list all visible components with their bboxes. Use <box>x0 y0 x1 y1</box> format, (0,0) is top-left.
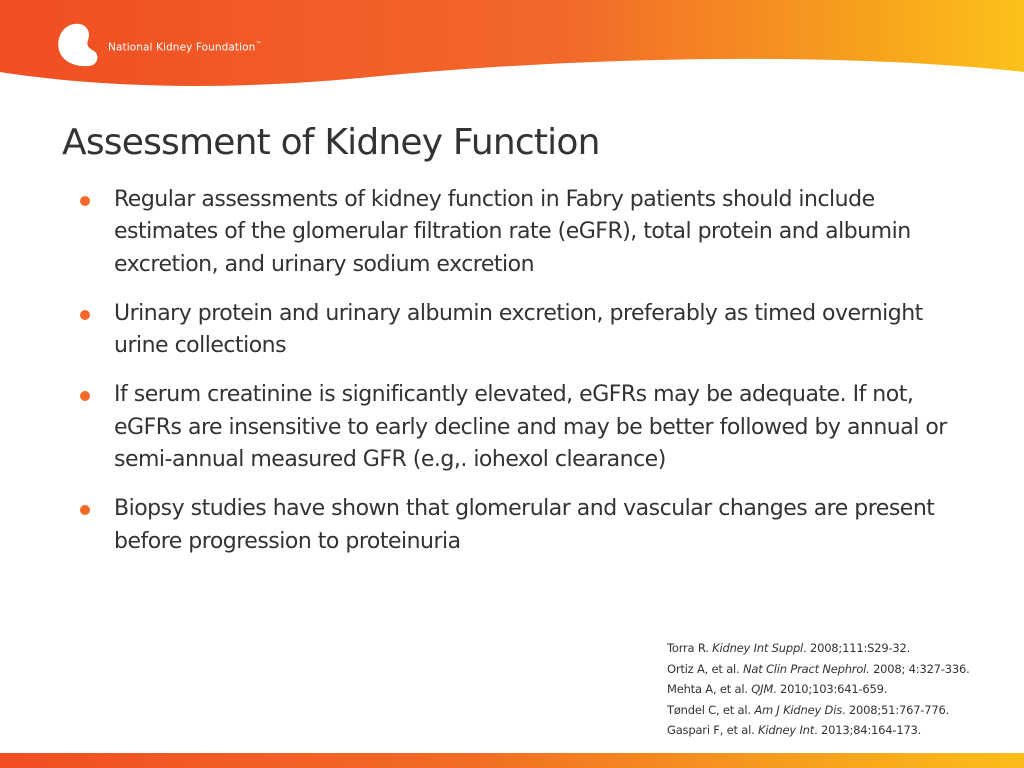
reference-item <box>667 720 970 741</box>
reference-journal: Kidney Int <box>758 723 815 737</box>
bullet-text: If serum creatinine is significantly elevated, eGFRs may be adequate. If not, eGFRs are insensitive to early decline and may be better followed by annual or semi-annual measured GFR (e.g,. iohexol clearance) <box>114 382 947 473</box>
bullet-item <box>76 493 976 558</box>
logo-name: National Kidney Foundation <box>108 41 256 54</box>
bullet-dot-icon <box>80 196 90 206</box>
reference-authors: Tøndel C, et al. <box>667 702 755 717</box>
reference-journal: Kidney Int Suppl <box>712 641 804 655</box>
bullet-text: Urinary protein and urinary albumin excretion, preferably as timed overnight urine collections <box>114 300 923 359</box>
reference-item <box>667 638 970 659</box>
footer-band <box>0 753 1024 768</box>
reference-authors: Ortiz A, et al. <box>667 661 743 676</box>
reference-item <box>667 700 970 721</box>
reference-journal: QJM <box>751 682 774 696</box>
bullet-item <box>76 298 976 363</box>
kidney-bean-icon <box>54 20 102 68</box>
reference-journal: Nat Clin Pract Nephrol. <box>742 661 870 676</box>
bullet-item <box>76 184 976 281</box>
logo-text <box>108 41 262 54</box>
reference-citation: . 2013;84:164-173. <box>814 723 922 737</box>
bullet-text: Biopsy studies have shown that glomerular and vascular changes are present before progression to proteinuria <box>114 496 935 554</box>
references-list <box>667 638 970 741</box>
bullet-list <box>76 184 976 575</box>
reference-authors: Gaspari F, et al. <box>667 723 758 737</box>
reference-item <box>667 679 970 700</box>
reference-journal: Am J Kidney Dis <box>754 702 842 717</box>
reference-item <box>667 659 970 680</box>
reference-citation: 2008; 4:327-336. <box>869 661 970 676</box>
reference-citation: . 2008;51:767-776. <box>842 702 950 717</box>
bullet-dot-icon <box>80 505 90 515</box>
reference-citation: . 2008;111:S29-32. <box>803 641 911 655</box>
bullet-text: Regular assessments of kidney function in Fabry patients should include estimates of the glomerular filtration rate (eGFR), total protein and albumin excretion, and urinary sodium excretion <box>114 187 911 277</box>
bullet-dot-icon <box>80 391 90 401</box>
slide-title: Assessment of Kidney Function <box>62 122 600 163</box>
bullet-dot-icon <box>80 310 90 320</box>
bullet-item <box>76 379 976 476</box>
reference-authors: Mehta A, et al. <box>667 682 752 696</box>
reference-citation: . 2010;103:641-659. <box>773 682 888 696</box>
trademark-mark: ™ <box>255 40 262 48</box>
nkf-logo <box>54 20 262 68</box>
reference-authors: Torra R. <box>667 641 713 655</box>
